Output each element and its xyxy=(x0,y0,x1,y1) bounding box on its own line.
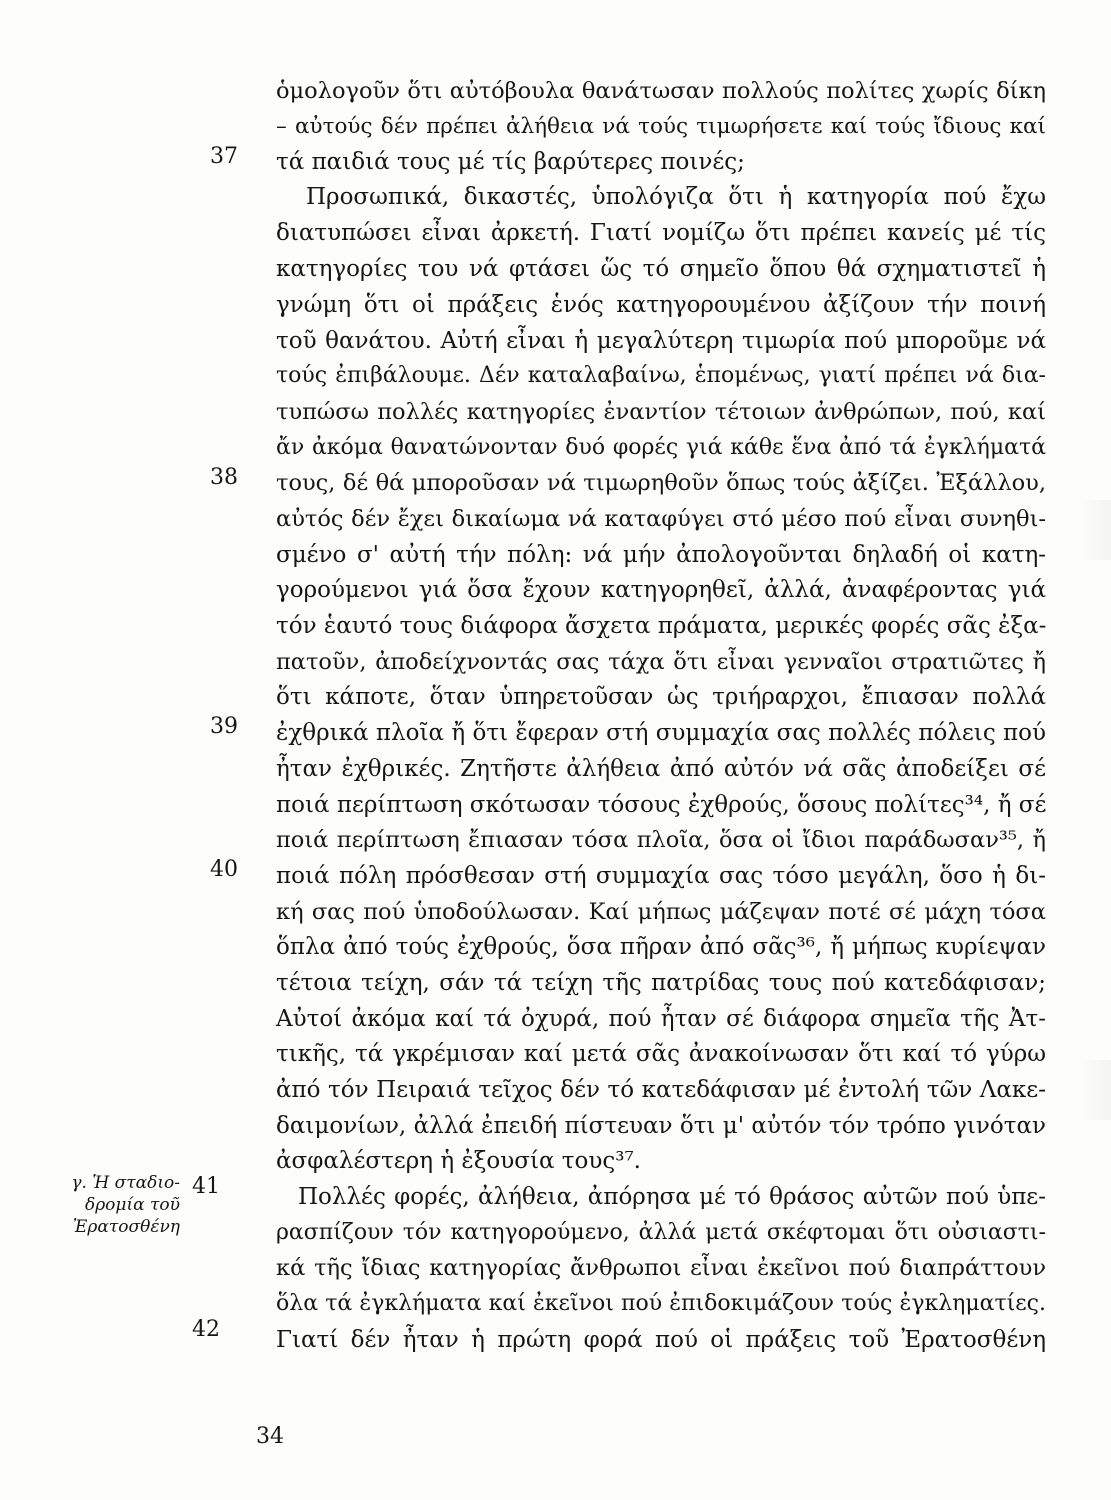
page-number: 34 xyxy=(256,1424,284,1449)
text-line: ὅπλα ἀπό τούς ἐχθρούς, ὅσα πῆραν ἀπό σᾶς³⁶, ἤ μήπως κυρίεψαν xyxy=(276,934,1046,960)
text-line: ἀσφαλέστερη ἡ ἐξουσία τους³⁷. xyxy=(276,1148,641,1174)
text-line: Αὐτοί ἀκόμα καί τά ὀχυρά, πού ἦταν σέ διάφορα σημεῖα τῆς Ἀτ- xyxy=(276,1006,1046,1032)
text-line: Γιατί δέν ἦταν ἡ πρώτη φορά πού οἱ πράξεις τοῦ Ἐρατοσθένη xyxy=(276,1327,1046,1353)
section-number: 38 xyxy=(210,465,238,490)
margin-note-line: Ἐρατοσθένη xyxy=(72,1217,180,1237)
text-line: κά τῆς ἴδιας κατηγορίας ἄνθρωποι εἶναι ἐκεῖνοι πού διαπράττουν xyxy=(276,1255,1046,1281)
text-line: τά παιδιά τους μέ τίς βαρύτερες ποινές; xyxy=(276,149,745,175)
text-line: τους, δέ θά μποροῦσαν νά τιμωρηθοῦν ὅπως τούς ἀξίζει. Ἐξάλλου, xyxy=(276,470,1046,496)
section-number: 41 xyxy=(192,1174,220,1199)
text-line: ἦταν ἐχθρικές. Ζητῆστε ἀλήθεια ἀπό αὐτόν νά σᾶς ἀποδείξει σέ xyxy=(276,756,1046,782)
text-line: ἐχθρικά πλοῖα ἤ ὅτι ἔφεραν στή συμμαχία σας πολλές πόλεις πού xyxy=(276,720,1046,746)
text-line: κή σας πού ὑποδούλωσαν. Καί μήπως μάζεψαν ποτέ σέ μάχη τόσα xyxy=(276,899,1046,925)
text-line: τικῆς, τά γκρέμισαν καί μετά σᾶς ἀνακοίνωσαν ὅτι καί τό γύρω xyxy=(276,1041,1046,1067)
text-line: σμένο σ' αὐτή τήν πόλη: νά μήν ἀπολογοῦνται δηλαδή οἱ κατη- xyxy=(276,542,1046,568)
text-line: τοῦ θανάτου. Αὐτή εἶναι ἡ μεγαλύτερη τιμωρία πού μποροῦμε νά xyxy=(276,328,1046,354)
text-line: ποιά περίπτωση σκότωσαν τόσους ἐχθρούς, ὅσους πολίτες³⁴, ἤ σέ xyxy=(276,792,1047,818)
text-line: Πολλές φορές, ἀλήθεια, ἀπόρησα μέ τό θράσος αὐτῶν πού ὑπε- xyxy=(298,1184,1046,1210)
text-line: ὅτι κάποτε, ὅταν ὑπηρετοῦσαν ὡς τριήραρχοι, ἔπιασαν πολλά xyxy=(276,684,1046,710)
text-line: ποιά πόλη πρόσθεσαν στή συμμαχία σας τόσο μεγάλη, ὅσο ἡ δι- xyxy=(276,863,1046,889)
text-line: – αὐτούς δέν πρέπει ἀλήθεια νά τούς τιμωρήσετε καί τούς ἴδιους καί xyxy=(276,114,1046,139)
text-line: αὐτός δέν ἔχει δικαίωμα νά καταφύγει στό μέσο πού εἶναι συνηθι- xyxy=(276,506,1046,532)
section-number: 37 xyxy=(210,144,238,169)
text-line: ὁμολογοῦν ὅτι αὐτόβουλα θανάτωσαν πολλούς πολίτες χωρίς δίκη xyxy=(276,78,1046,104)
text-line: ποιά περίπτωση ἔπιασαν τόσα πλοῖα, ὅσα οἱ ἴδιοι παράδωσαν³⁵, ἤ xyxy=(276,827,1046,853)
text-line: γνώμη ὅτι οἱ πράξεις ἑνός κατηγορουμένου ἀξίζουν τήν ποινή xyxy=(276,292,1046,318)
text-line: πατοῦν, ἀποδείχνοντάς σας τάχα ὅτι εἶναι γενναῖοι στρατιῶτες ἤ xyxy=(276,649,1046,675)
text-line: δαιμονίων, ἀλλά ἐπειδή πίστευαν ὅτι μ' αὐτόν τόν τρόπο γινόταν xyxy=(276,1113,1046,1139)
margin-note xyxy=(40,1172,180,1238)
section-number: 40 xyxy=(210,857,238,882)
text-line: ὅλα τά ἐγκλήματα καί ἐκεῖνοι πού ἐπιδοκιμάζουν τούς ἐγκληματίες. xyxy=(276,1291,1046,1316)
section-number: 39 xyxy=(210,714,238,739)
margin-note-line: γ. Ἡ σταδιο- xyxy=(71,1173,180,1193)
text-line: τούς ἐπιβάλουμε. Δέν καταλαβαίνω, ἑπομένως, γιατί πρέπει νά δια- xyxy=(276,363,1046,388)
text-line: τόν ἑαυτό τους διάφορα ἄσχετα πράματα, μερικές φορές σᾶς ἐξα- xyxy=(276,613,1047,639)
bleed-through-shadow xyxy=(1081,500,1111,560)
margin-note-line: δρομία τοῦ xyxy=(84,1195,180,1215)
text-line: Προσωπικά, δικαστές, ὑπολόγιζα ὅτι ἡ κατηγορία πού ἔχω xyxy=(306,184,1046,210)
text-line: τυπώσω πολλές κατηγορίες ἐναντίον τέτοιων ἀνθρώπων, πού, καί xyxy=(276,399,1046,425)
text-line: διατυπώσει εἶναι ἀρκετή. Γιατί νομίζω ὅτι πρέπει κανείς μέ τίς xyxy=(276,220,1046,246)
text-line: τέτοια τείχη, σάν τά τείχη τῆς πατρίδας τους πού κατεδάφισαν; xyxy=(276,970,1046,996)
bleed-through-shadow xyxy=(1081,1060,1111,1120)
text-line: ἀπό τόν Πειραιά τεῖχος δέν τό κατεδάφισαν μέ ἐντολή τῶν Λακε- xyxy=(276,1077,1046,1103)
text-line: ρασπίζουν τόν κατηγορούμενο, ἀλλά μετά σκέφτομαι ὅτι οὐσιαστι- xyxy=(276,1220,1046,1245)
section-number: 42 xyxy=(192,1317,220,1342)
text-line: γορούμενοι γιά ὅσα ἔχουν κατηγορηθεῖ, ἀλλά, ἀναφέροντας γιά xyxy=(276,577,1046,603)
text-line: κατηγορίες του νά φτάσει ὥς τό σημεῖο ὅπου θά σχηματιστεῖ ἡ xyxy=(276,256,1046,282)
text-line: ἄν ἀκόμα θανατώνονταν δυό φορές γιά κάθε ἕνα ἀπό τά ἐγκλήματά xyxy=(276,435,1046,460)
